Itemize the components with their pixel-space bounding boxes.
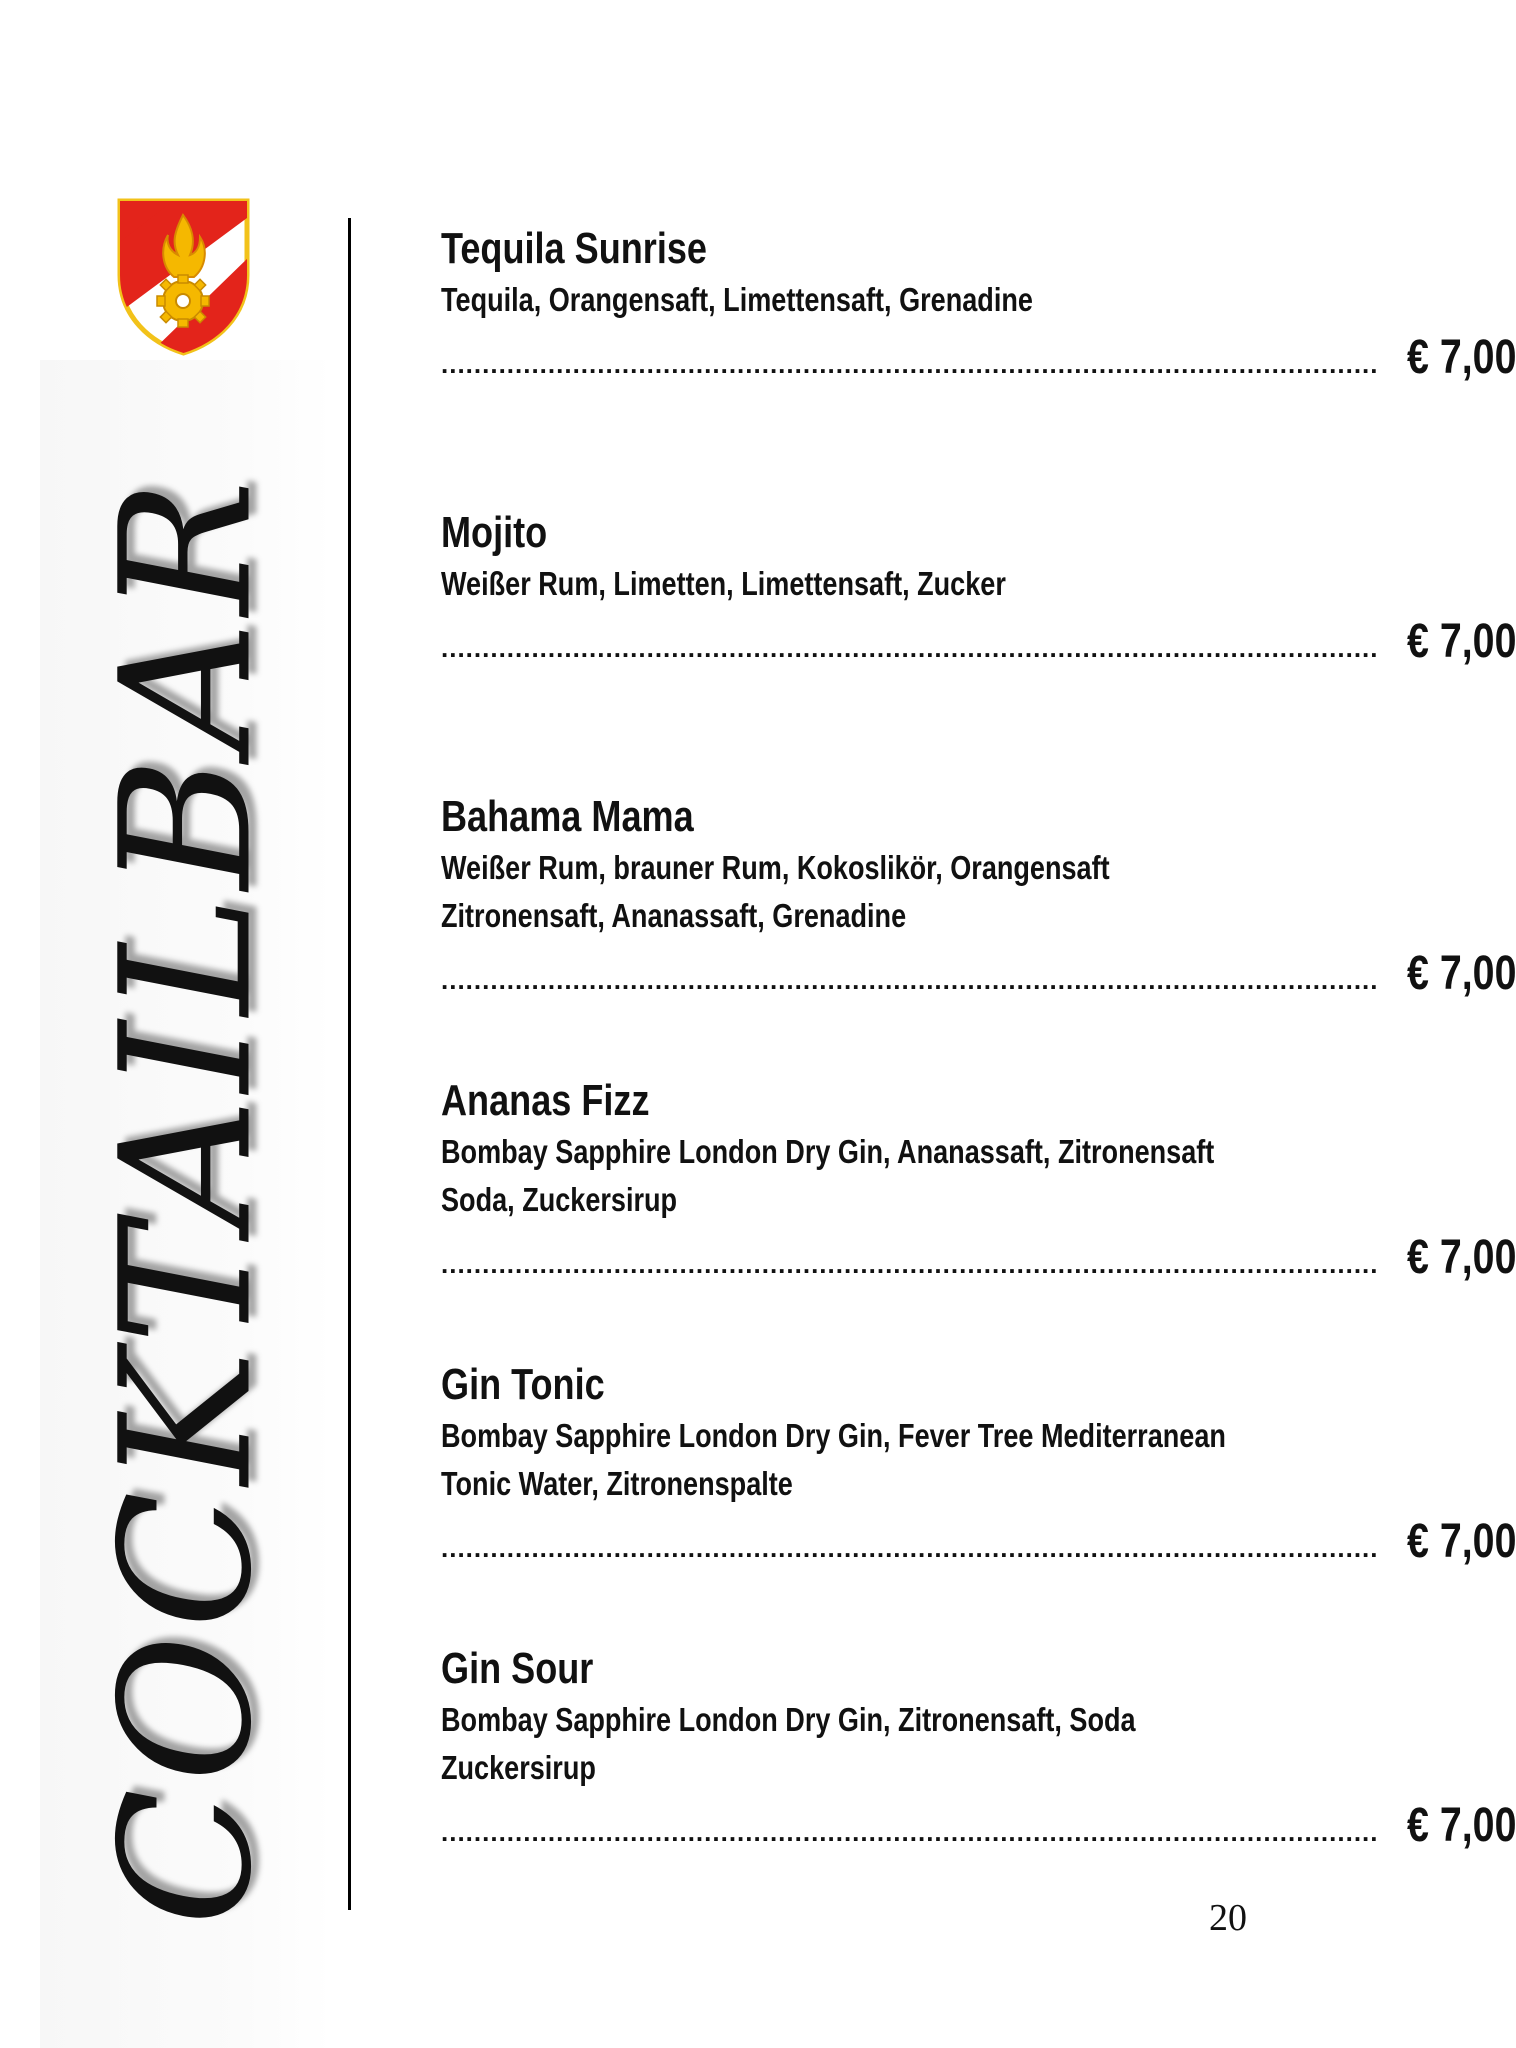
section-title: COCKTAILBAR bbox=[82, 473, 292, 1927]
fire-brigade-crest-icon bbox=[116, 197, 251, 357]
item-price: € 7,00 bbox=[1406, 331, 1516, 384]
menu-item bbox=[441, 1074, 1516, 1358]
item-name: Gin Tonic bbox=[441, 1360, 605, 1409]
item-description: Weißer Rum, brauner Rum, Kokoslikör, Orangensaft bbox=[441, 849, 1110, 886]
item-name: Gin Sour bbox=[441, 1644, 594, 1693]
item-price: € 7,00 bbox=[1406, 947, 1516, 1000]
dot-leader: .................................................................................................................. bbox=[441, 1817, 1379, 1847]
item-price: € 7,00 bbox=[1406, 1231, 1516, 1284]
menu-item bbox=[441, 1358, 1516, 1642]
menu-item bbox=[441, 1642, 1516, 1926]
item-description: Zitronensaft, Ananassaft, Grenadine bbox=[441, 897, 907, 934]
page-number: 20 bbox=[1209, 1897, 1247, 1939]
item-description: Tequila, Orangensaft, Limettensaft, Grenadine bbox=[441, 281, 1033, 318]
item-price: € 7,00 bbox=[1406, 1799, 1516, 1852]
price-row bbox=[441, 330, 1516, 386]
item-name: Bahama Mama bbox=[441, 792, 694, 841]
dot-leader: .................................................................................................................. bbox=[441, 1533, 1379, 1563]
item-price: € 7,00 bbox=[1406, 615, 1516, 668]
item-description: Tonic Water, Zitronenspalte bbox=[441, 1465, 793, 1502]
menu-item bbox=[441, 506, 1516, 790]
dot-leader: .................................................................................................................. bbox=[441, 349, 1379, 379]
item-name: Ananas Fizz bbox=[441, 1076, 650, 1125]
menu-item bbox=[441, 222, 1516, 506]
item-description: Bombay Sapphire London Dry Gin, Fever Tree Mediterranean bbox=[441, 1417, 1226, 1454]
item-description: Zuckersirup bbox=[441, 1749, 596, 1786]
dot-leader: .................................................................................................................. bbox=[441, 965, 1379, 995]
price-row bbox=[441, 1230, 1516, 1286]
menu-item bbox=[441, 790, 1516, 1074]
item-description: Soda, Zuckersirup bbox=[441, 1181, 678, 1218]
price-row bbox=[441, 614, 1516, 670]
cocktail-menu-list bbox=[441, 222, 1516, 1926]
item-description: Bombay Sapphire London Dry Gin, Zitronensaft, Soda bbox=[441, 1701, 1136, 1738]
item-price: € 7,00 bbox=[1406, 1515, 1516, 1568]
price-row bbox=[441, 1798, 1516, 1854]
dot-leader: .................................................................................................................. bbox=[441, 633, 1379, 663]
item-name: Mojito bbox=[441, 508, 548, 557]
item-name: Tequila Sunrise bbox=[441, 224, 707, 273]
vertical-title-area bbox=[82, 473, 292, 1927]
price-row bbox=[441, 946, 1516, 1002]
vertical-divider bbox=[348, 218, 351, 1910]
price-row bbox=[441, 1514, 1516, 1570]
dot-leader: .................................................................................................................. bbox=[441, 1249, 1379, 1279]
item-description: Weißer Rum, Limetten, Limettensaft, Zucker bbox=[441, 565, 1006, 602]
item-description: Bombay Sapphire London Dry Gin, Ananassaft, Zitronensaft bbox=[441, 1133, 1215, 1170]
